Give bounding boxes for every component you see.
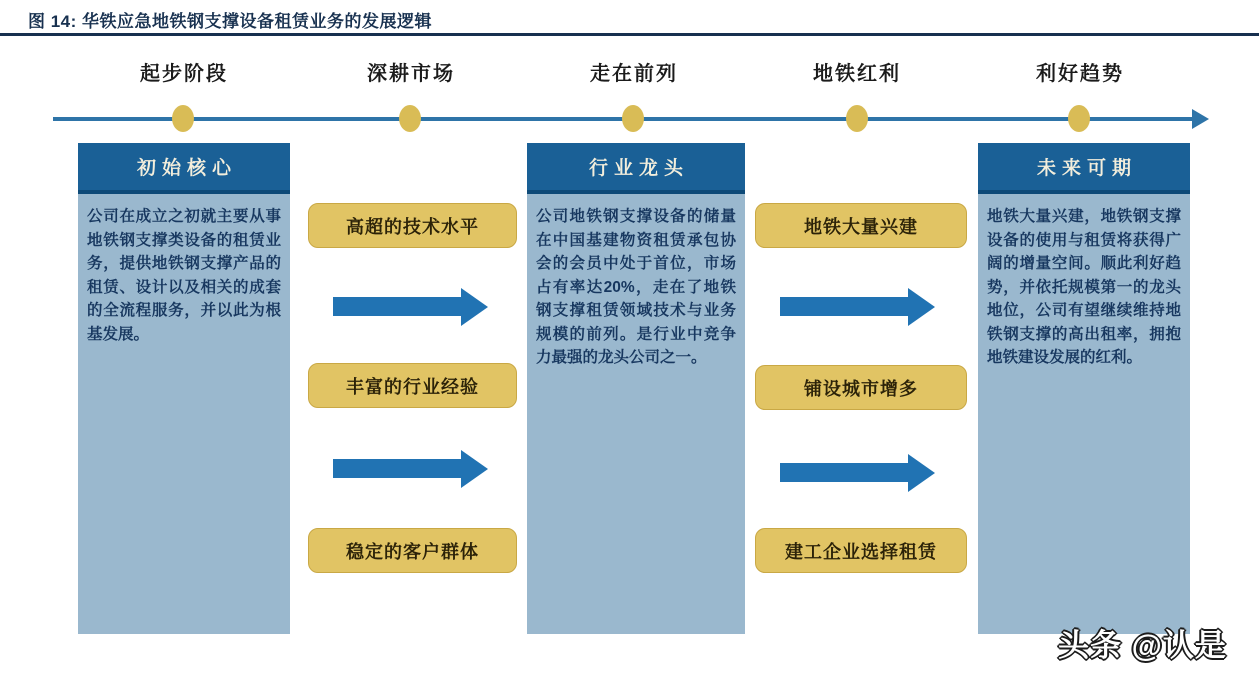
arrow-shaft [333, 459, 461, 478]
panel-initial-core-header: 初始核心 [78, 143, 290, 194]
timeline-dot-icon [1068, 105, 1090, 132]
watermark-toutiao: 头条 @认是 [1058, 628, 1227, 663]
factor-box-experience: 丰富的行业经验 [308, 363, 517, 408]
arrow-tip [908, 454, 935, 492]
factor-box-rental-choice: 建工企业选择租赁 [755, 528, 967, 573]
arrow-shaft [780, 297, 908, 316]
figure-title: 图 14: 华铁应急地铁钢支撑设备租赁业务的发展逻辑 [28, 12, 433, 31]
timeline-dot-icon [172, 105, 194, 132]
panel-initial-core [78, 143, 290, 634]
factor-box-metro-construction: 地铁大量兴建 [755, 203, 967, 248]
timeline-dot-icon [846, 105, 868, 132]
arrow-tip [461, 288, 488, 326]
stage-label-lihao: 利好趋势 [1036, 63, 1124, 85]
factor-box-customers: 稳定的客户群体 [308, 528, 517, 573]
stage-label-shengeng: 深耕市场 [367, 63, 455, 85]
stage-label-hongli: 地铁红利 [813, 63, 901, 85]
stage-label-zouzai: 走在前列 [590, 63, 678, 85]
arrow-tip [461, 450, 488, 488]
arrow-shaft [333, 297, 461, 316]
title-divider [0, 33, 1259, 36]
timeline-arrowhead-icon [1192, 109, 1209, 129]
arrow-tip [908, 288, 935, 326]
panel-industry-leader [527, 143, 745, 634]
timeline-dot-icon [622, 105, 644, 132]
panel-future-header: 未来可期 [978, 143, 1190, 194]
timeline-dot-icon [399, 105, 421, 132]
panel-future-body: 地铁大量兴建，地铁钢支撑设备的使用与租赁将获得广阔的增量空间。顺此利好趋势，并依托规模第一的龙头地位，公司有望继续维持地铁钢支撑的高出租率，拥抱地铁建设发展的红利。 [987, 208, 1181, 367]
arrow-shaft [780, 463, 908, 482]
panel-industry-leader-header: 行业龙头 [527, 143, 745, 194]
panel-future [978, 143, 1190, 634]
stage-label-qibu: 起步阶段 [140, 63, 228, 85]
factor-box-more-cities: 铺设城市增多 [755, 365, 967, 410]
panel-initial-core-body: 公司在成立之初就主要从事地铁钢支撑类设备的租赁业务，提供地铁钢支撑产品的租赁、设计以及相关的成套的全流程服务，并以此为根基发展。 [87, 208, 281, 343]
factor-box-technology: 高超的技术水平 [308, 203, 517, 248]
panel-industry-leader-body: 公司地铁钢支撑设备的储量在中国基建物资租赁承包协会的会员中处于首位，市场占有率达20%，走在了地铁钢支撑租赁领域技术与业务规模的前列。是行业中竞争力最强的龙头公司之一。 [536, 208, 736, 367]
